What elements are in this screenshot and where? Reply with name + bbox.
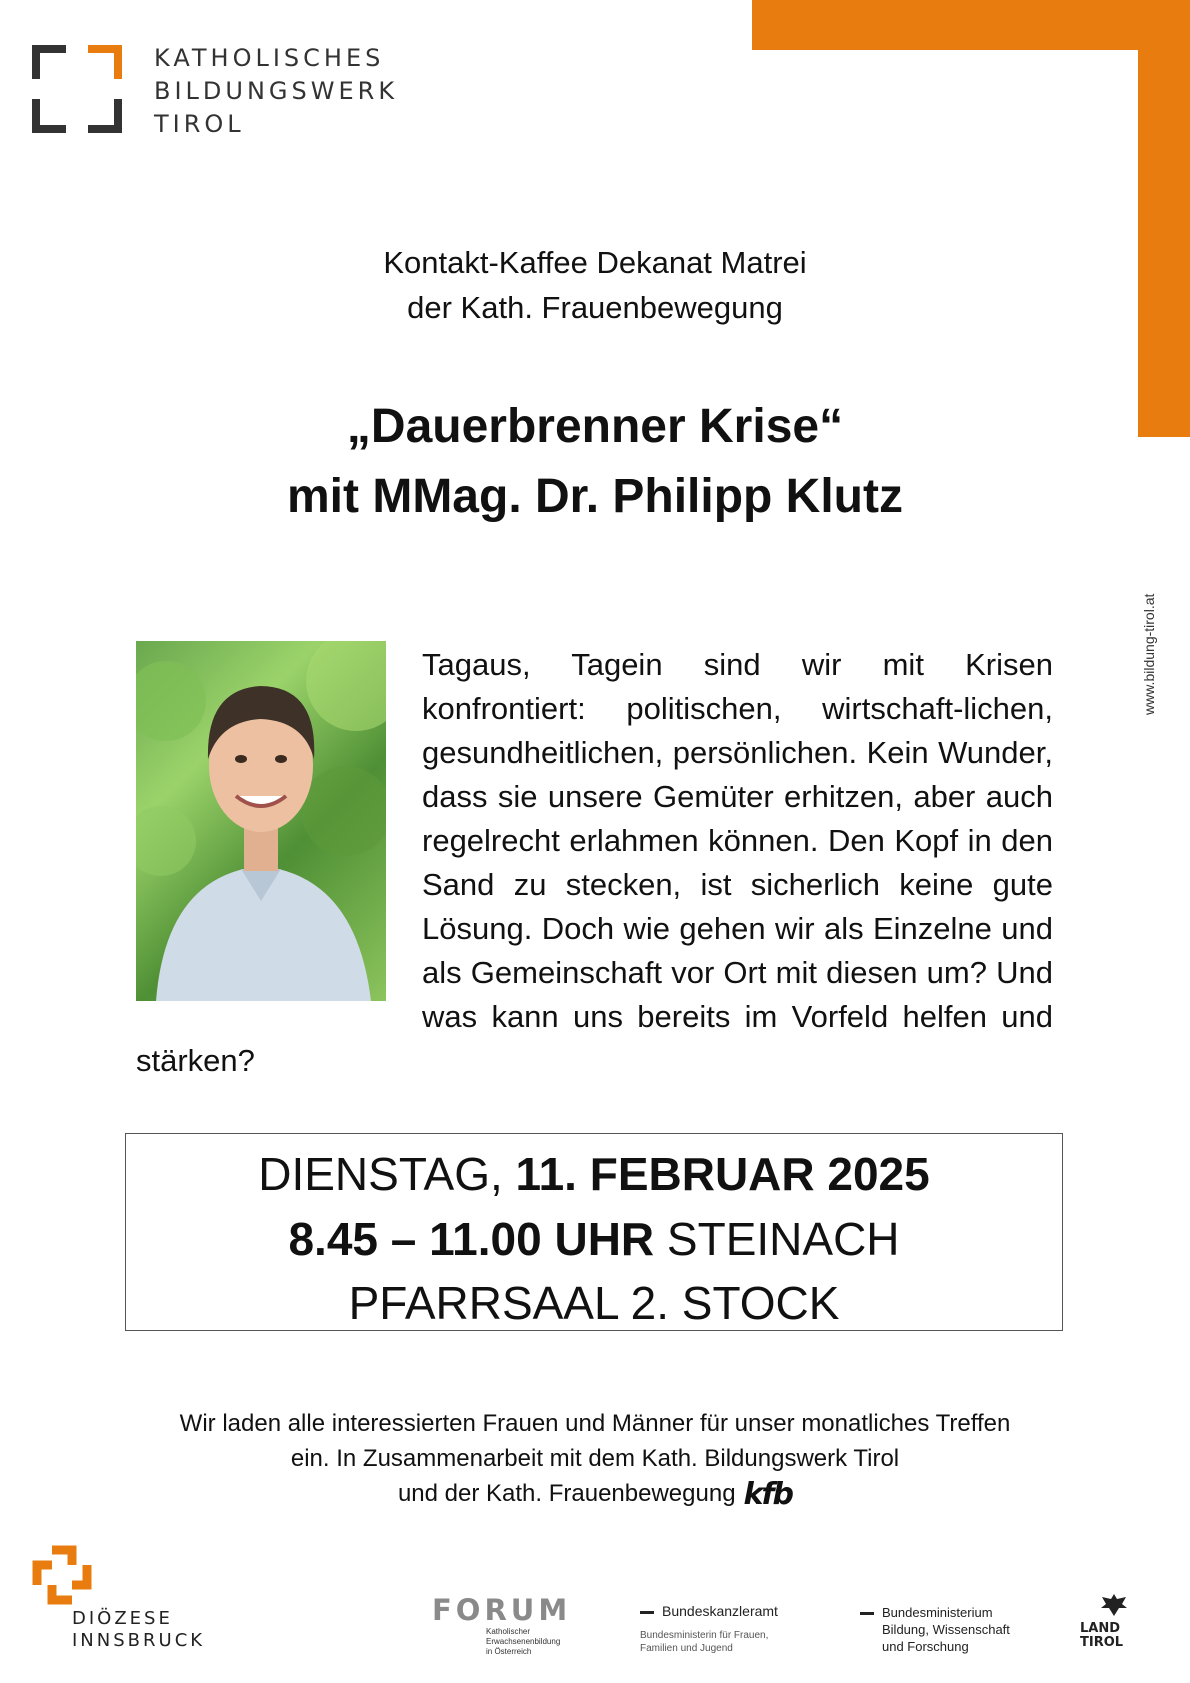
event-time: 8.45 – 11.00 UHR <box>288 1213 655 1265</box>
website-url: www.bildung-tirol.at <box>1141 593 1157 715</box>
invite-line: ein. In Zusammenarbeit mit dem Kath. Bildungswerk Tirol <box>290 1445 900 1472</box>
bka-sub-line: Bundesministerin für Frauen, <box>640 1630 769 1641</box>
event-date: 11. FEBRUAR 2025 <box>515 1148 930 1200</box>
diocese-line: INNSBRUCK <box>72 1630 206 1651</box>
forum-sub-line: Erwachsenenbildung <box>486 1637 561 1646</box>
bka-sub-line: Familien und Jugend <box>640 1643 733 1654</box>
event-place: STEINACH <box>654 1213 900 1265</box>
bm-line: Bundesministerium <box>882 1605 993 1620</box>
forum-sub <box>486 1627 571 1657</box>
forum-sub-line: in Österreich <box>486 1647 532 1656</box>
land-line: TIROL <box>1080 1635 1124 1650</box>
eagle-icon <box>1100 1592 1128 1618</box>
org-name <box>154 42 398 141</box>
room-line: PFARRSAAL 2. STOCK <box>348 1277 840 1329</box>
org-name-line: BILDUNGSWERK <box>154 77 399 105</box>
org-name-line: KATHOLISCHES <box>154 44 385 72</box>
diocese-logo-text <box>72 1608 205 1652</box>
description-text: Tagaus, Tagein sind wir mit Krisen konfrontiert: politischen, wirtschaft-lichen, gesundheitlichen, persönlichen. Kein Wunder, dass sie unsere Gemüter erhitzen, aber auch regelrecht erlahmen können. Den Kopf in den Sand zu stecken, ist sicherlich keine gute Lösung. Doch wie gehen wir als Einzelne und als Gemeinschaft vor Ort mit diesen um? Und was kann uns bereits im Vorfeld helfen und stärken? <box>136 647 1053 1078</box>
event-title <box>0 392 1190 532</box>
title-line: mit MMag. Dr. Philipp Klutz <box>287 470 903 523</box>
forum-word: FORUM <box>432 1593 572 1627</box>
diocese-cross-icon <box>32 1545 92 1605</box>
forum-logo <box>432 1593 571 1657</box>
bka-title: Bundeskanzleramt <box>662 1603 778 1619</box>
orange-accent-side <box>1138 0 1190 437</box>
title-line: „Dauerbrenner Krise“ <box>346 400 844 453</box>
invitation-text <box>0 1406 1190 1512</box>
org-name-line: TIROL <box>154 110 245 138</box>
date-line <box>126 1146 1062 1202</box>
bundeskanzleramt-logo <box>640 1603 778 1655</box>
subtitle-line: der Kath. Frauenbewegung <box>407 290 783 325</box>
event-description <box>136 643 1053 1083</box>
land-tirol-logo <box>1080 1592 1128 1650</box>
austria-flag-icon <box>640 1611 654 1614</box>
weekday: DIENSTAG, <box>258 1148 516 1200</box>
kbw-logo-icon <box>32 45 122 133</box>
time-line <box>126 1211 1062 1267</box>
bm-line: und Forschung <box>882 1639 969 1654</box>
invite-line: Wir laden alle interessierten Frauen und Männer für unser monatliches Treffen <box>179 1410 1011 1437</box>
austria-flag-icon <box>860 1612 874 1615</box>
invite-line: und der Kath. Frauenbewegung <box>397 1480 736 1507</box>
orange-accent-top <box>752 0 1190 50</box>
land-line: LAND <box>1080 1621 1121 1636</box>
kfb-logo: kfb <box>743 1477 793 1513</box>
bundesministerium-logo <box>860 1604 1010 1655</box>
forum-sub-line: Katholischer <box>486 1627 531 1636</box>
bm-line: Bildung, Wissenschaft <box>882 1622 1010 1637</box>
subtitle-line: Kontakt-Kaffee Dekanat Matrei <box>383 245 807 280</box>
event-subtitle <box>0 240 1190 330</box>
diocese-line: DIÖZESE <box>72 1608 173 1629</box>
event-details-box <box>125 1133 1063 1331</box>
